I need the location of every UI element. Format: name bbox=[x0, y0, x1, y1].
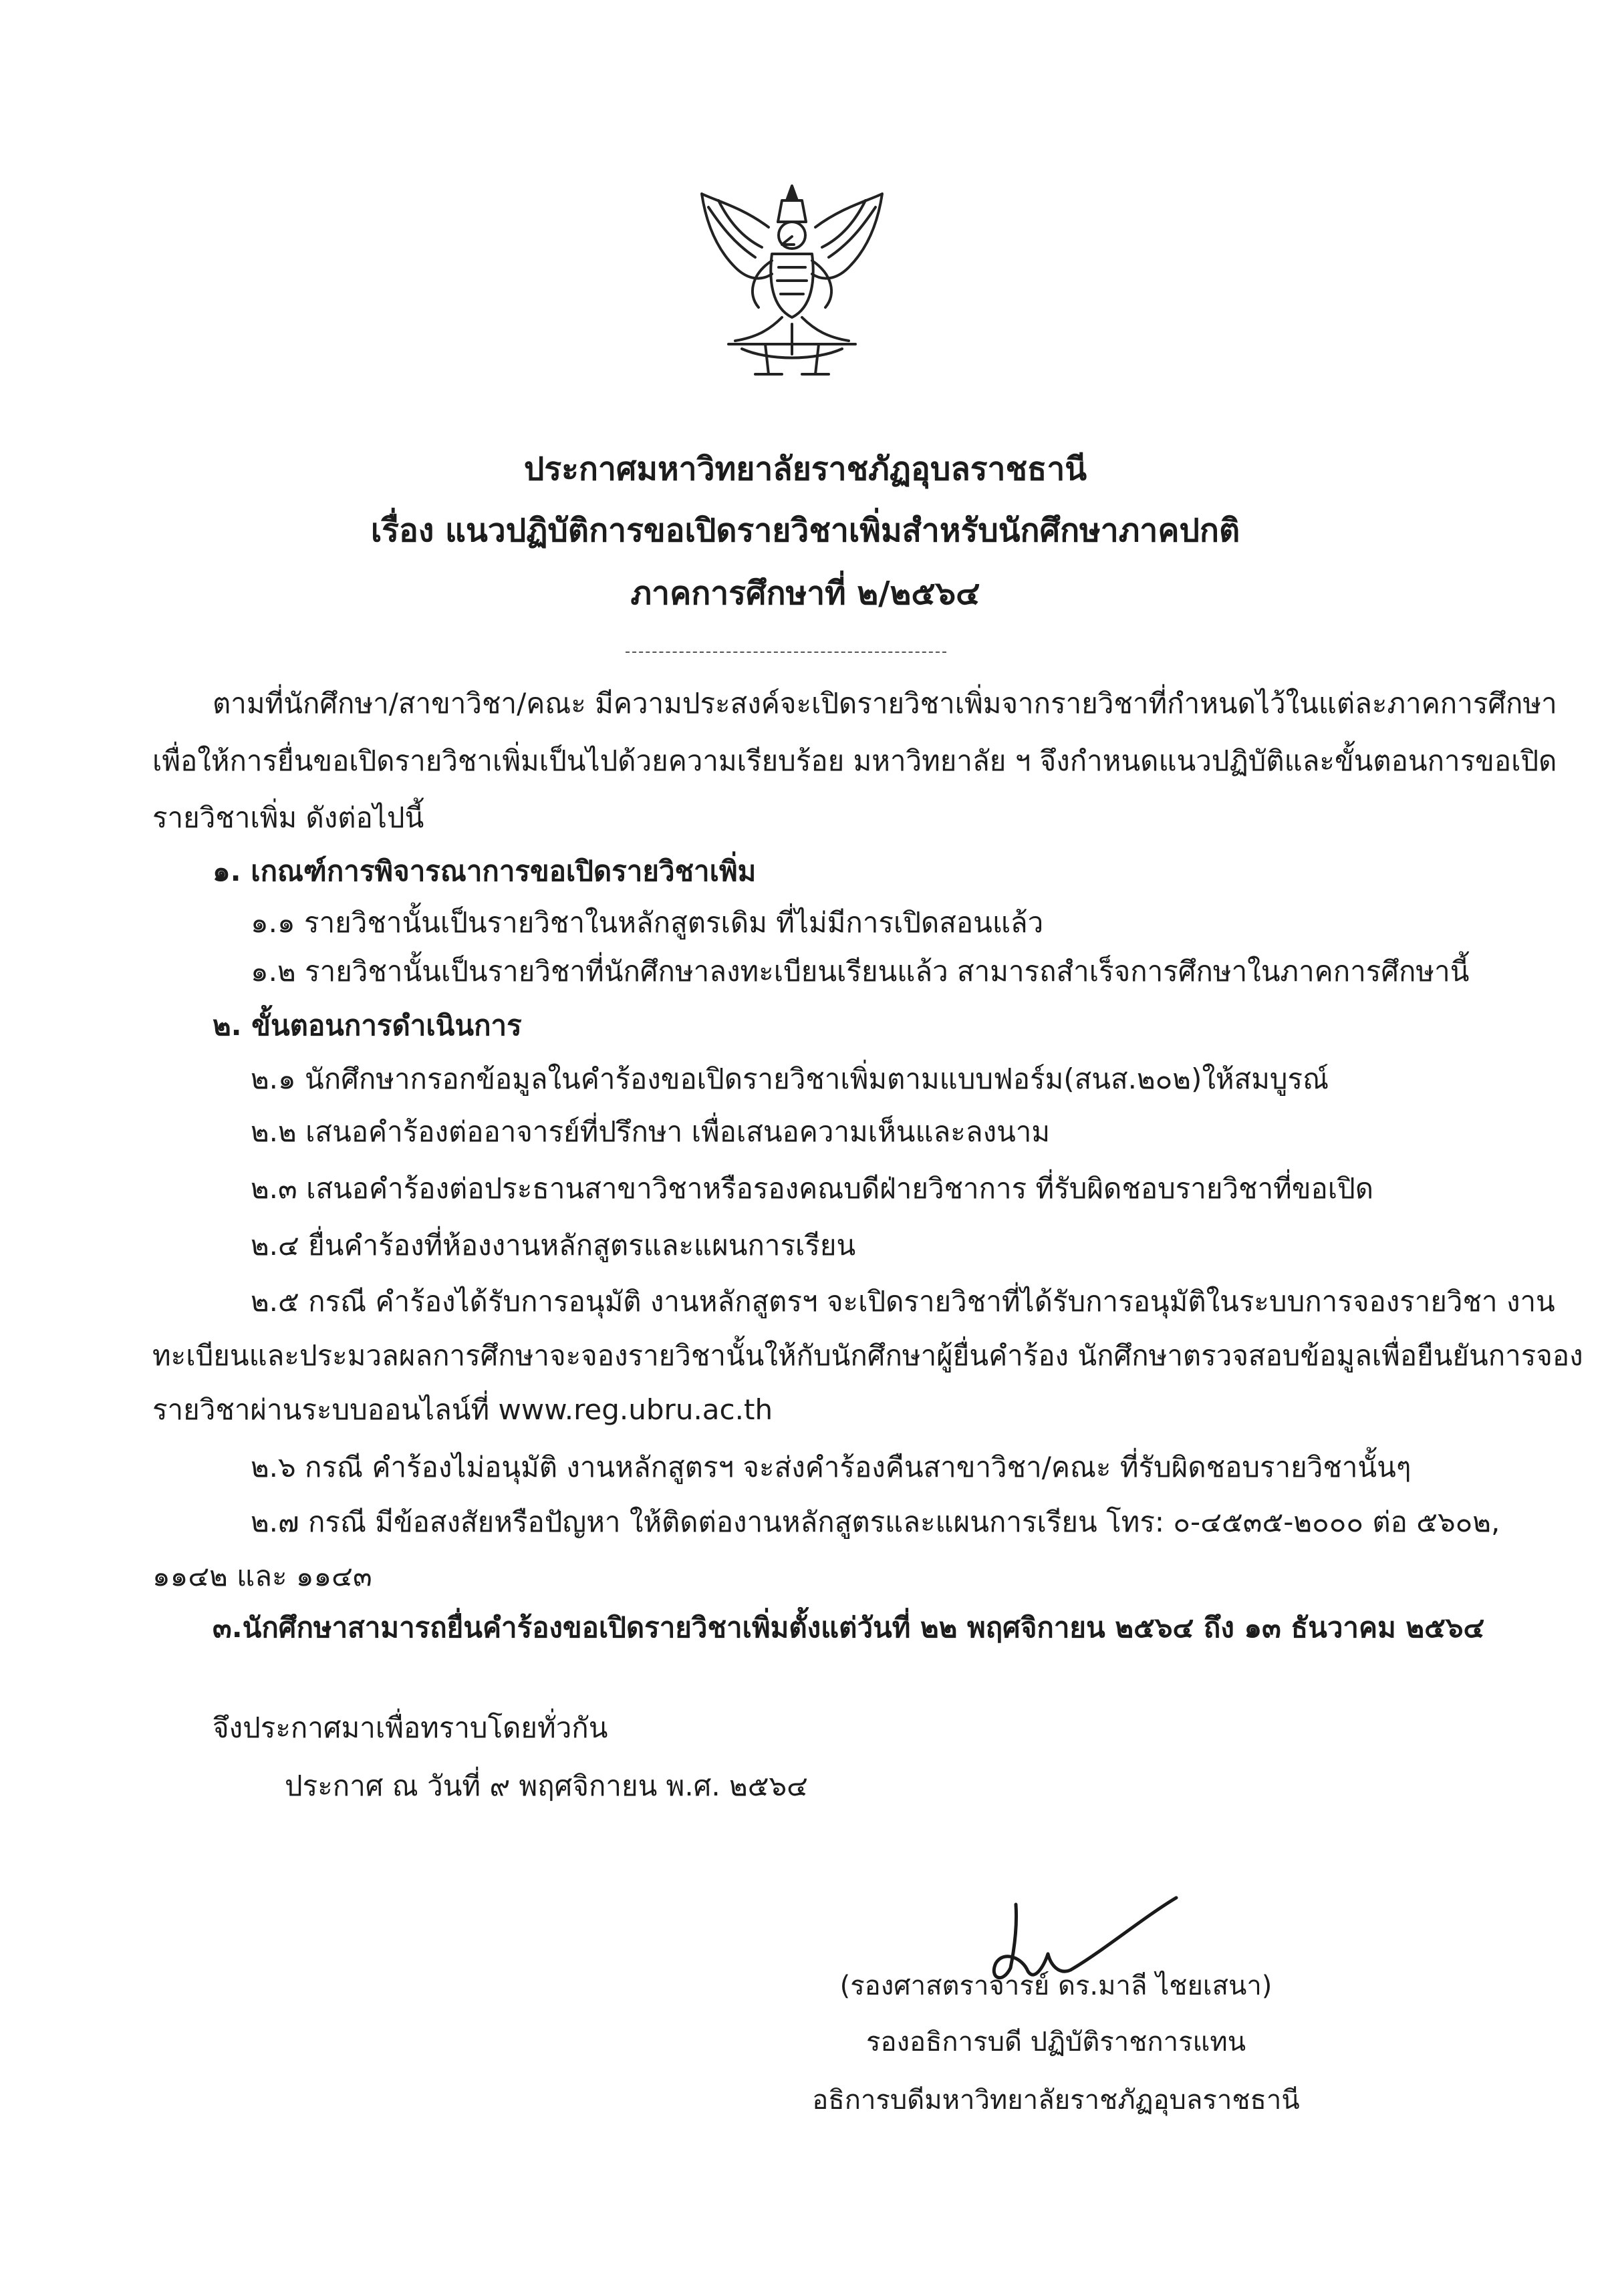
intro-line-1: ตามที่นักศึกษา/สาขาวิชา/คณะ มีความประสงค์จะเปิดรายวิชาเพิ่มจากรายวิชาที่กำหนดไว้ในแต่ละภาคการศึกษา bbox=[213, 687, 1557, 720]
section-3-heading: ๓.นักศึกษาสามารถยื่นคำร้องขอเปิดรายวิชาเพิ่มตั้งแต่วันที่ ๒๒ พฤศจิกายน ๒๕๖๔ ถึง ๑๓ ธันวาคม ๒๕๖๔ bbox=[213, 1611, 1485, 1644]
title-divider bbox=[626, 652, 946, 653]
announcement-title: ประกาศมหาวิทยาลัยราชภัฏอุบลราชธานี bbox=[523, 450, 1087, 488]
signatory-position-2: อธิการบดีมหาวิทยาลัยราชภัฏอุบลราชธานี bbox=[812, 2085, 1300, 2116]
subject-title: เรื่อง แนวปฏิบัติการขอเปิดรายวิชาเพิ่มสำหรับนักศึกษาภาคปกติ bbox=[370, 512, 1240, 549]
section-2-item-6: ๒.๖ กรณี คำร้องไม่อนุมัติ งานหลักสูตรฯ จะส่งคำร้องคืนสาขาวิชา/คณะ ที่รับผิดชอบรายวิชานั้นๆ bbox=[251, 1451, 1412, 1483]
signatory-position-1: รองอธิการบดี ปฏิบัติราชการแทน bbox=[865, 2027, 1246, 2057]
intro-line-3: รายวิชาเพิ่ม ดังต่อไปนี้ bbox=[152, 801, 424, 834]
semester-title: ภาคการศึกษาที่ ๒/๒๕๖๔ bbox=[630, 575, 980, 612]
section-2-item-3: ๒.๓ เสนอคำร้องต่อประธานสาขาวิชาหรือรองคณบดีฝ่ายวิชาการ ที่รับผิดชอบรายวิชาที่ขอเปิด bbox=[251, 1172, 1374, 1205]
section-1-item-1: ๑.๑ รายวิชานั้นเป็นรายวิชาในหลักสูตรเดิม ที่ไม่มีการเปิดสอนแล้ว bbox=[251, 906, 1044, 939]
section-2-item-5-line-3: รายวิชาผ่านระบบออนไลน์ที่ www.reg.ubru.ac.th bbox=[152, 1393, 773, 1426]
section-2-item-5-line-2: ทะเบียนและประมวลผลการศึกษาจะจองรายวิชานั้นให้กับนักศึกษาผู้ยื่นคำร้อง นักศึกษาตรวจสอบข้อมูลเพื่อยืนยันการจอง bbox=[152, 1339, 1583, 1372]
signatory-name: (รองศาสตราจารย์ ดร.มาลี ไชยเสนา) bbox=[839, 1971, 1272, 2001]
section-2-item-5-line-1: ๒.๕ กรณี คำร้องได้รับการอนุมัติ งานหลักสูตรฯ จะเปิดรายวิชาที่ได้รับการอนุมัติในระบบการจองรายวิชา งาน bbox=[251, 1285, 1555, 1318]
closing-line-1: จึงประกาศมาเพื่อทราบโดยทั่วกัน bbox=[213, 1711, 608, 1744]
section-2-item-4: ๒.๔ ยื่นคำร้องที่ห้องงานหลักสูตรและแผนการเรียน bbox=[251, 1229, 856, 1262]
section-2-item-7-line-1: ๒.๗ กรณี มีข้อสงสัยหรือปัญหา ให้ติดต่องานหลักสูตรและแผนการเรียน โทร: ๐-๔๕๓๕-๒๐๐๐ ต่อ ๕๖๐๒, bbox=[251, 1505, 1500, 1538]
garuda-emblem-icon bbox=[688, 180, 896, 388]
section-1-heading: ๑. เกณฑ์การพิจารณาการขอเปิดรายวิชาเพิ่ม bbox=[213, 855, 757, 887]
intro-line-2: เพื่อให้การยื่นขอเปิดรายวิชาเพิ่มเป็นไปด้วยความเรียบร้อย มหาวิทยาลัย ฯ จึงกำหนดแนวปฏิบัติและขั้นตอนการขอเปิด bbox=[152, 744, 1557, 777]
section-2-item-1: ๒.๑ นักศึกษากรอกข้อมูลในคำร้องขอเปิดรายวิชาเพิ่มตามแบบฟอร์ม(สนส.๒๐๒)ให้สมบูรณ์ bbox=[251, 1062, 1329, 1095]
section-2-heading: ๒. ขั้นตอนการดำเนินการ bbox=[213, 1009, 522, 1042]
section-2-item-7-line-2: ๑๑๔๒ และ ๑๑๔๓ bbox=[152, 1560, 372, 1592]
section-1-item-2: ๑.๒ รายวิชานั้นเป็นรายวิชาที่นักศึกษาลงทะเบียนเรียนแล้ว สามารถสำเร็จการศึกษาในภาคการศึกษานี้ bbox=[251, 955, 1470, 988]
section-2-item-2: ๒.๒ เสนอคำร้องต่ออาจารย์ที่ปรึกษา เพื่อเสนอความเห็นและลงนาม bbox=[251, 1115, 1051, 1148]
announcement-date: ประกาศ ณ วันที่ ๙ พฤศจิกายน พ.ศ. ๒๕๖๔ bbox=[285, 1769, 808, 1802]
